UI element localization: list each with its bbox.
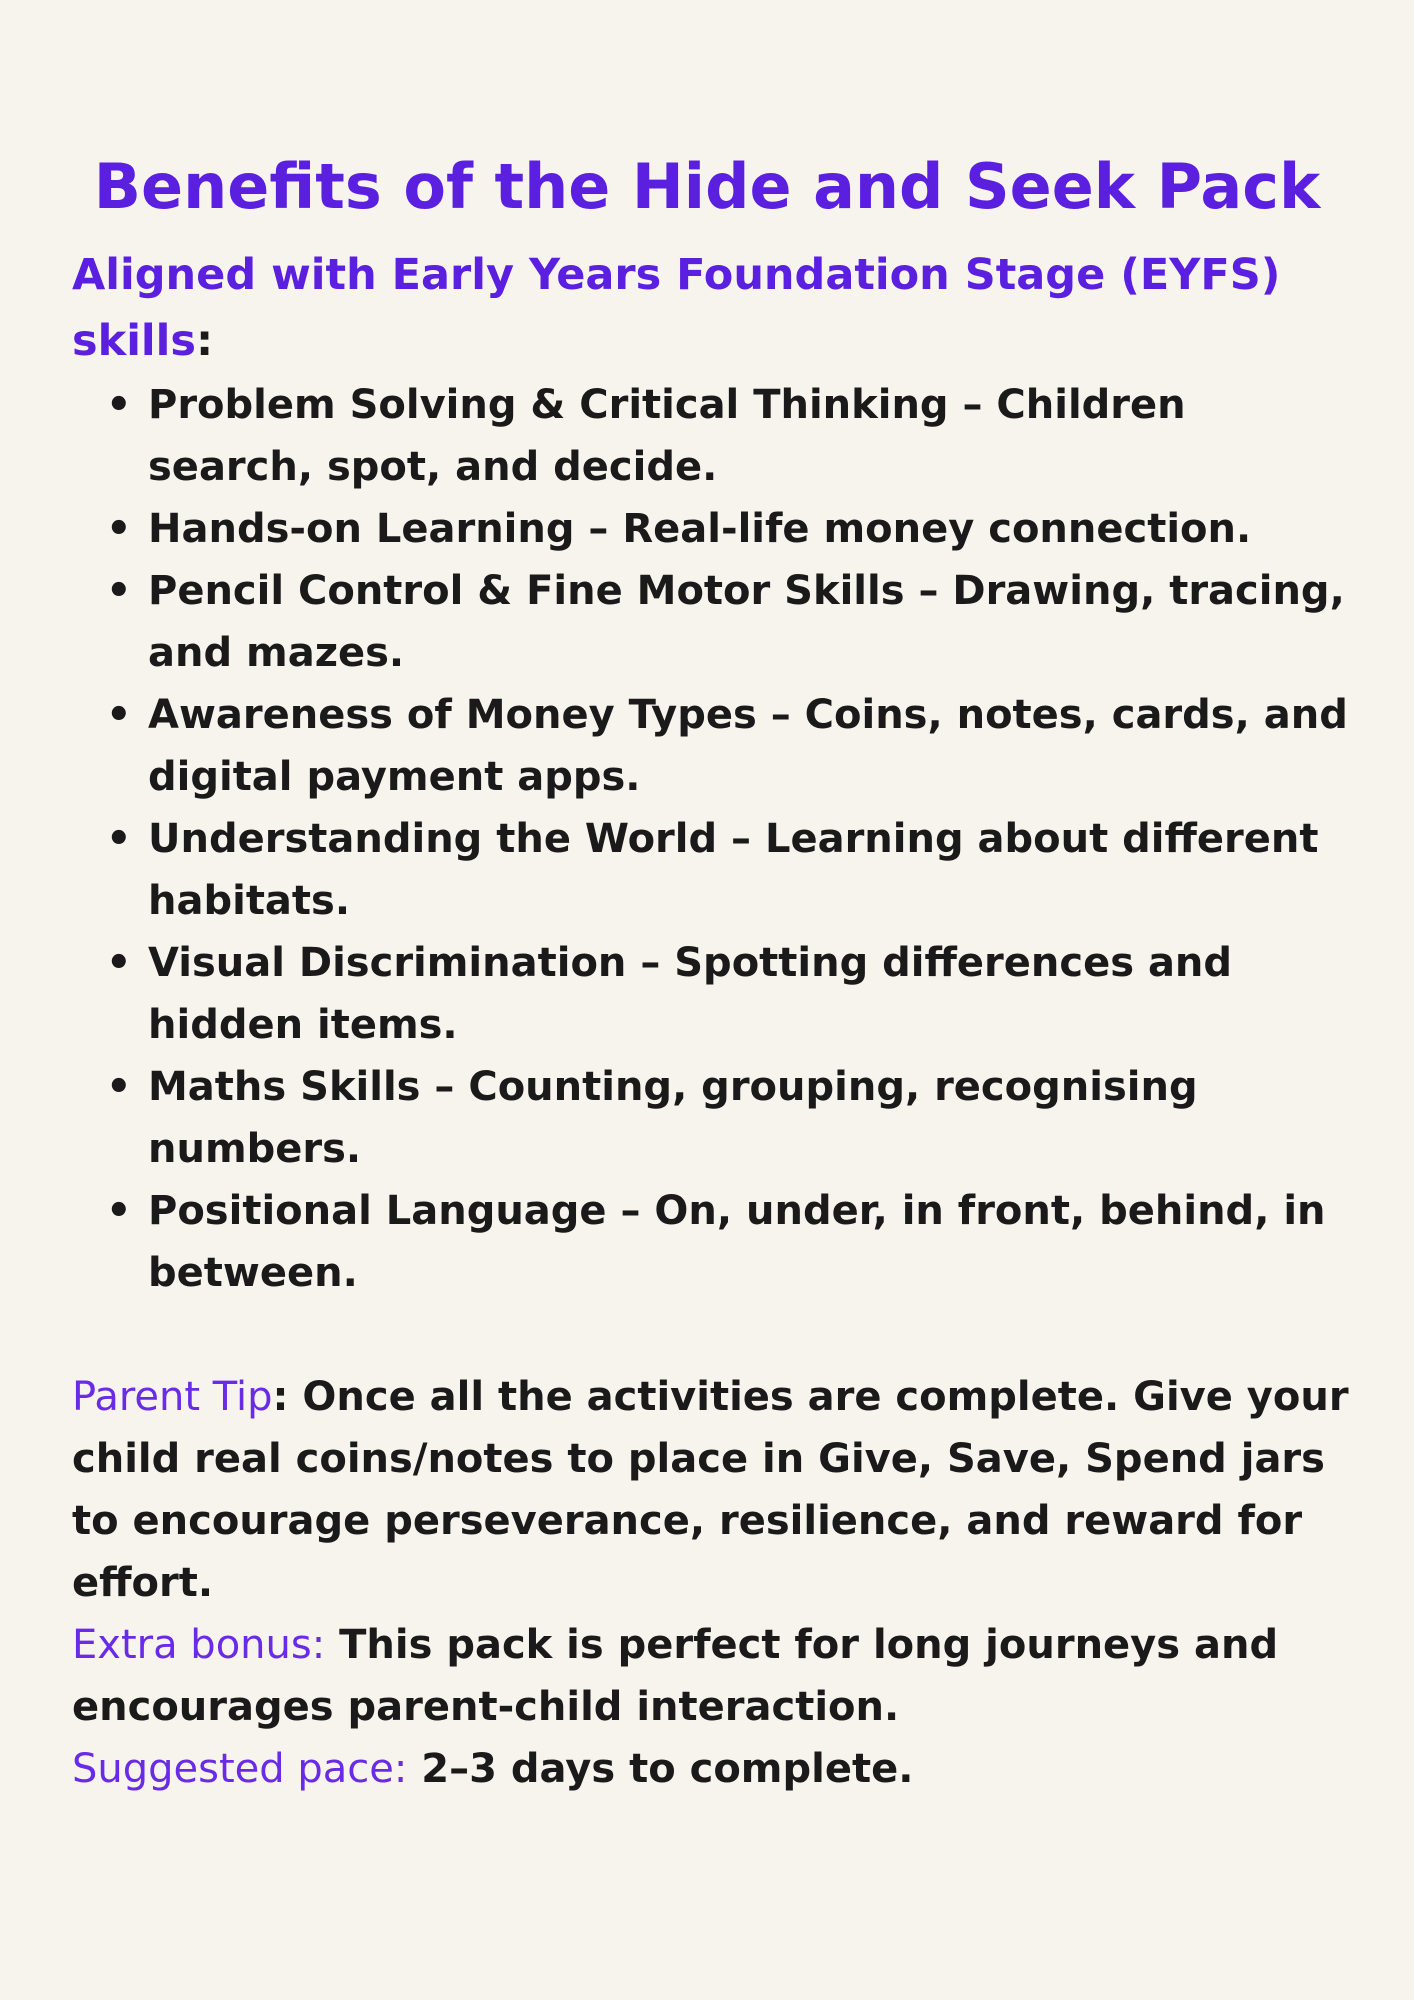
list-item-text: Understanding the World – Learning about different habitats. [148, 816, 1319, 924]
bullet-icon: • [106, 568, 132, 614]
bullet-icon: • [106, 382, 132, 428]
list-item [106, 1180, 1352, 1304]
suggested-pace-label: Suggested pace: [72, 1746, 408, 1792]
list-item [106, 1056, 1352, 1180]
list-item [106, 498, 1352, 560]
bullet-icon: • [106, 1064, 132, 1110]
list-item-text: Awareness of Money Types – Coins, notes, cards, and digital payment apps. [148, 692, 1348, 800]
list-item-text: Hands-on Learning – Real-life money connection. [148, 506, 1252, 552]
tips-section [72, 1366, 1352, 1800]
list-item-text: Pencil Control & Fine Motor Skills – Drawing, tracing, and mazes. [148, 568, 1345, 676]
list-item [106, 684, 1352, 808]
eyfs-colon: : [196, 316, 214, 366]
eyfs-intro [72, 242, 1352, 374]
list-item-text: Positional Language – On, under, in front, behind, in between. [148, 1188, 1326, 1296]
suggested-pace-text: 2–3 days to complete. [407, 1746, 914, 1792]
eyfs-heading: Aligned with Early Years Foundation Stage (EYFS) skills [72, 250, 1281, 366]
list-item-text: Problem Solving & Critical Thinking – Children search, spot, and decide. [148, 382, 1186, 490]
list-item [106, 808, 1352, 932]
extra-bonus-label: Extra bonus: [72, 1622, 326, 1668]
list-item [106, 374, 1352, 498]
list-item [106, 932, 1352, 1056]
benefits-list [72, 374, 1352, 1304]
bullet-icon: • [106, 1188, 132, 1234]
document-page [72, 138, 1352, 1800]
parent-tip-label: Parent Tip [72, 1374, 273, 1420]
parent-tip-text: : Once all the activities are complete. Give your child real coins/notes to place in Give, Save, Spend jars to encourage perseverance, resilience, and reward for effort. [72, 1374, 1349, 1606]
parent-tip [72, 1366, 1352, 1614]
page-title: Benefits of the Hide and Seek Pack [93, 150, 1321, 223]
bullet-icon: • [106, 506, 132, 552]
list-item [106, 560, 1352, 684]
bullet-icon: • [106, 692, 132, 738]
bullet-icon: • [106, 940, 132, 986]
list-item-text: Maths Skills – Counting, grouping, recognising numbers. [148, 1064, 1198, 1172]
bullet-icon: • [106, 816, 132, 862]
list-item-text: Visual Discrimination – Spotting differences and hidden items. [148, 940, 1233, 1048]
suggested-pace [72, 1738, 1352, 1800]
extra-bonus-text: This pack is perfect for long journeys and encourages parent-child interaction. [72, 1622, 1279, 1730]
extra-bonus [72, 1614, 1352, 1738]
